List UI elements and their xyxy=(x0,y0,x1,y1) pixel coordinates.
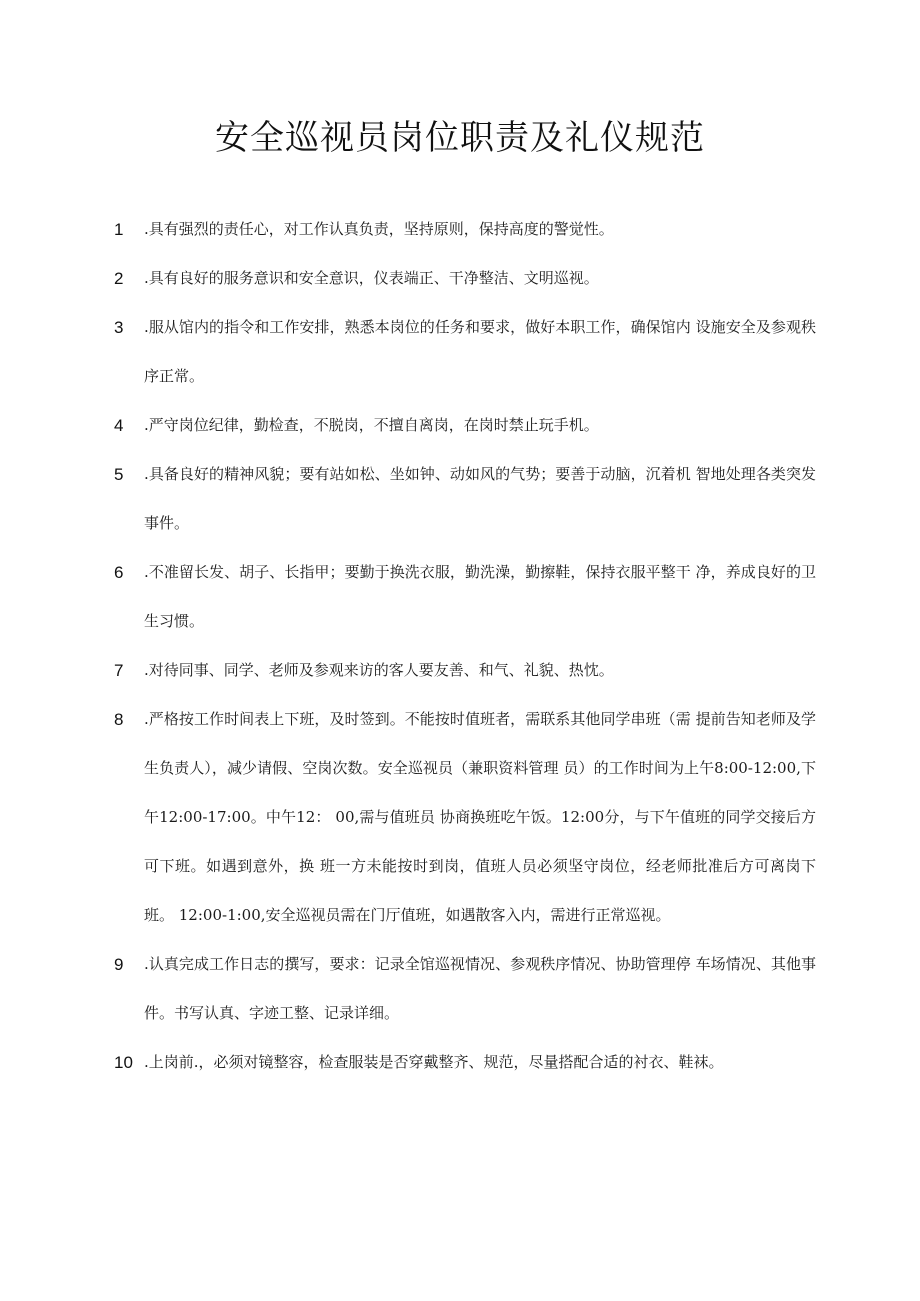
list-item xyxy=(0,1038,920,1087)
list-item xyxy=(0,450,920,548)
item-text: .不准留长发、胡子、长指甲；要勤于换洗衣服，勤洗澡，勤擦鞋，保持衣服平整干 净，养成良好的卫生习惯。 xyxy=(144,563,816,630)
duty-list xyxy=(0,205,920,1087)
list-item xyxy=(0,940,920,1038)
list-item xyxy=(0,646,920,695)
item-number: 2 xyxy=(114,269,124,288)
item-number: 10 xyxy=(114,1053,133,1072)
item-text: .服从馆内的指令和工作安排，熟悉本岗位的任务和要求，做好本职工作，确保馆内 设施安全及参观秩序正常。 xyxy=(144,318,816,385)
item-number: 9 xyxy=(114,955,124,974)
item-text: .上岗前.，必须对镜整容，检查服装是否穿戴整齐、规范，尽量搭配合适的衬衣、鞋袜。 xyxy=(144,1053,724,1071)
list-item xyxy=(0,303,920,401)
item-number: 5 xyxy=(114,465,124,484)
list-item xyxy=(0,254,920,303)
item-text: .具有良好的服务意识和安全意识，仪表端正、干净整洁、文明巡视。 xyxy=(144,269,599,287)
item-number: 4 xyxy=(114,416,124,435)
item-text: .严格按工作时间表上下班，及时签到。不能按时值班者，需联系其他同学串班（需 提前告知老师及学生负责人），减少请假、空岗次数。安全巡视员（兼职资料管理 员）的工作时间为上午8:00-12:00,下午12:00-17:00。中午12： 00,需与值班员 协商换班吃午饭。12:00分，与下午值班的同学交接后方可下班。如遇到意外，换 班一方未能按时到岗，值班人员必须坚守岗位，经老师批准后方可离岗下班。 12:00-1:00,安全巡视员需在门厅值班，如遇散客入内，需进行正常巡视。 xyxy=(144,710,816,924)
item-number: 8 xyxy=(114,710,124,729)
item-text: .认真完成工作日志的撰写，要求：记录全馆巡视情况、参观秩序情况、协助管理停 车场情况、其他事件。书写认真、字迹工整、记录详细。 xyxy=(144,955,816,1022)
document-title: 安全巡视员岗位职责及礼仪规范 xyxy=(215,118,705,158)
item-number: 3 xyxy=(114,318,124,337)
list-item xyxy=(0,695,920,940)
item-number: 1 xyxy=(114,220,124,239)
list-item xyxy=(0,401,920,450)
item-text: .具备良好的精神风貌；要有站如松、坐如钟、动如风的气势；要善于动脑，沉着机 智地处理各类突发事件。 xyxy=(144,465,816,532)
item-text: .具有强烈的责任心，对工作认真负责，坚持原则，保持高度的警觉性。 xyxy=(144,220,614,238)
item-number: 7 xyxy=(114,661,124,680)
item-number: 6 xyxy=(114,563,124,582)
list-item xyxy=(0,548,920,646)
item-text: .对待同事、同学、老师及参观来访的客人要友善、和气、礼貌、热忱。 xyxy=(144,661,614,679)
list-item xyxy=(0,205,920,254)
item-text: .严守岗位纪律，勤检查，不脱岗，不擅自离岗，在岗时禁止玩手机。 xyxy=(144,416,599,434)
